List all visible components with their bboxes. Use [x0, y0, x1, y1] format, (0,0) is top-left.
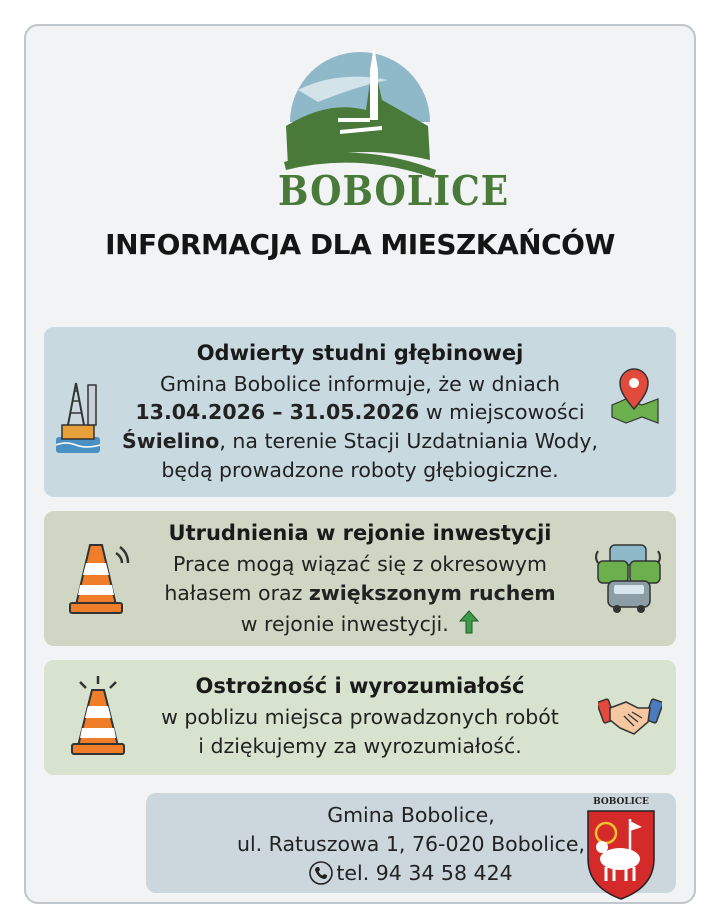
- info-card-traffic: [44, 511, 676, 646]
- card-line: Prace mogą wiązać się z okresowym: [172, 552, 547, 576]
- coat-of-arms-icon: [584, 807, 658, 902]
- card-line: Gmina Bobolice informuje, że w dniach: [159, 372, 561, 396]
- logo-text: BOBOLICE: [278, 166, 510, 216]
- traffic-cone-icon: [66, 541, 138, 617]
- arrow-up-icon: [459, 610, 479, 634]
- card-line: 13.04.2026 – 31.05.2026 w miejscowości: [135, 400, 585, 424]
- map-pin-icon: [608, 365, 662, 425]
- page-title: INFORMACJA DLA MIESZKAŃCÓW: [105, 228, 615, 261]
- card-title: Ostrożność i wyrozumiałość: [195, 674, 525, 698]
- phone-icon: [309, 861, 333, 885]
- card-line: Świelino, na terenie Stacji Uzdatniania Wody,: [122, 429, 598, 453]
- card-line: w poblizu miejsca prowadzonych robót: [161, 705, 559, 729]
- traffic-cars-icon: [592, 537, 666, 617]
- card-line: będą prowadzone roboty głębiogiczne.: [161, 458, 559, 482]
- bold-text: zwiększonym ruchem: [308, 581, 556, 605]
- card-line: hałasem oraz zwiększonym ruchem: [164, 581, 556, 605]
- card-line: i dziękujemy za wyrozumiałość.: [198, 734, 522, 758]
- card-line: w rejonie inwestycji.: [44, 610, 676, 636]
- handshake-icon: [598, 694, 662, 738]
- coat-title: BOBOLICE: [593, 797, 649, 807]
- drilling-rig-icon: [50, 377, 106, 457]
- address-line-1: Gmina Bobolice,: [327, 803, 495, 827]
- info-card-drilling: [44, 327, 676, 497]
- address-line-2: ul. Ratuszowa 1, 76-020 Bobolice,: [236, 832, 586, 856]
- traffic-cone-icon: [66, 674, 130, 758]
- card-title: Odwierty studni głębinowej: [196, 341, 524, 365]
- place-text: Świelino: [122, 429, 220, 453]
- phone-number[interactable]: tel. 94 34 58 424: [336, 861, 513, 885]
- info-card-caution: [44, 660, 676, 775]
- dates-text: 13.04.2026 – 31.05.2026: [135, 400, 420, 424]
- card-title: Utrudnienia w rejonie inwestycji: [168, 521, 552, 545]
